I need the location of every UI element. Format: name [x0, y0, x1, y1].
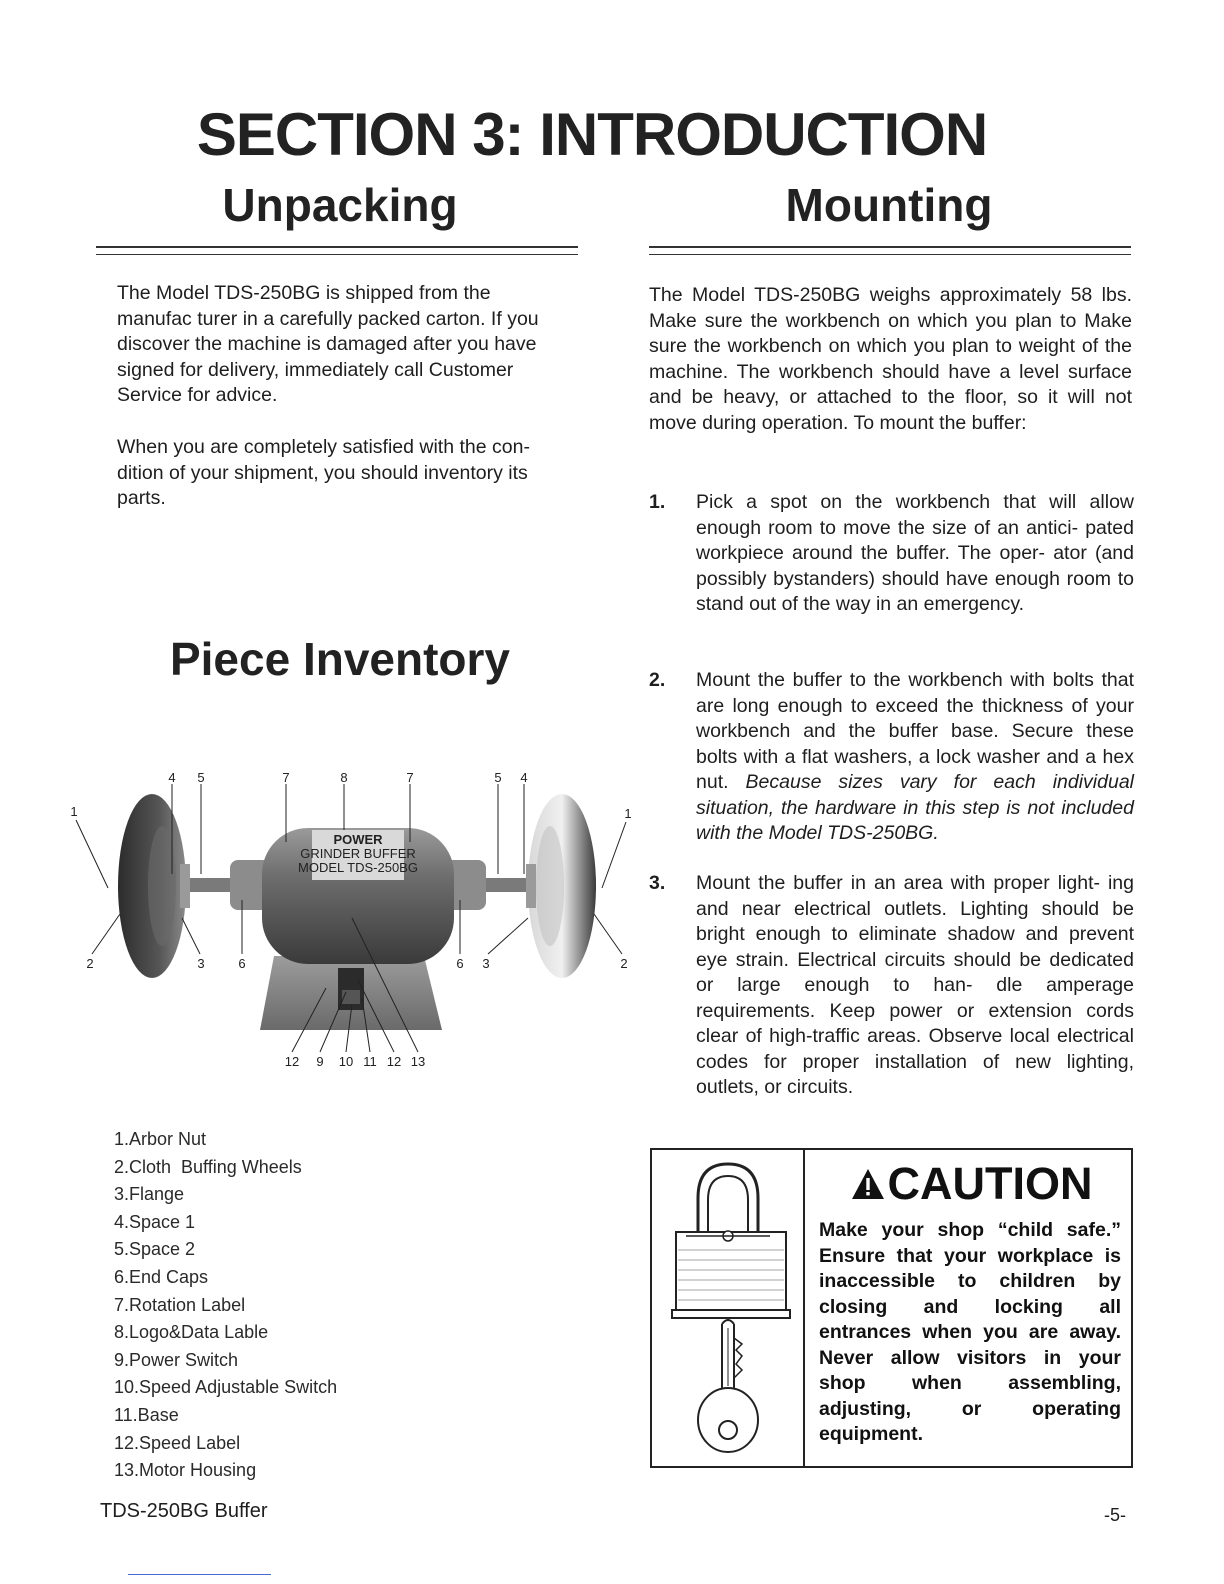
list-item: 8.Logo&Data Lable [114, 1322, 269, 1343]
mounting-heading: Mounting [785, 179, 993, 231]
list-item: 9.Power Switch [114, 1349, 239, 1370]
callout-label: 7 [282, 770, 290, 785]
callout-label: 2 [620, 956, 628, 971]
callout-label: 7 [406, 770, 414, 785]
step-number: 3. [649, 872, 666, 894]
unpacking-heading: Unpacking [222, 179, 458, 231]
list-item: 2.Cloth Buffing Wheels [114, 1156, 302, 1177]
callout-label: 1 [624, 806, 632, 821]
padlock-key-icon [666, 1158, 792, 1458]
callout-label: 9 [316, 1054, 324, 1069]
scan-mark-line [128, 1574, 271, 1575]
list-item: 10.Speed Adjustable Switch [114, 1377, 338, 1398]
caution-text: Make your shop “child safe.” Ensure that your workplace is inaccessible to children by closing and locking all entrances when you are away. Never allow visitors in your shop when assembling, adjusting, or operating equipment. [819, 1219, 1121, 1445]
step-note: Because sizes vary for each individual situation, the hardware in this step is not included with the Model TDS-250BG. [696, 771, 1134, 844]
callout-label: 6 [456, 956, 464, 971]
list-item: 12.Speed Label [114, 1432, 241, 1453]
step-text: Mount the buffer in an area with proper light- ing and near electrical outlets. Lighting should be bright enough to eliminate shadow and prevent eye strain. Electrical circuits should be dedicated or large enough to han- dle amperage requirements. Keep power or extension cords clear of high-traffic areas. Observe local electrical codes for proper installation of new lighting, outlets, or circuits. [696, 872, 1134, 1098]
callout-label: 5 [197, 770, 205, 785]
list-item: 4.Space 1 [114, 1211, 196, 1232]
nameplate-line: MODEL TDS-250BG [298, 860, 418, 875]
callout-label: 3 [482, 956, 490, 971]
callout-label: 10 [338, 1054, 354, 1069]
callout-label: 6 [238, 956, 246, 971]
section-title: SECTION 3: INTRODUCTION [196, 101, 988, 168]
callout-label: 3 [197, 956, 205, 971]
callout-label: 4 [520, 770, 528, 785]
flange-right [526, 864, 536, 908]
list-item: 3.Flange [114, 1184, 185, 1205]
unpacking-paragraph: When you are completely satisfied with the con- dition of your shipment, you should inventory its parts. [117, 436, 530, 509]
list-item: 7.Rotation Label [114, 1294, 246, 1315]
step-text: Pick a spot on the workbench that will allow enough room to move the size of an antici- pated workpiece around the buffer. The oper- ator (and possibly bystanders) should have enough room to stand out of the way in an emergency. [696, 491, 1134, 615]
nameplate-line: GRINDER BUFFER [300, 846, 416, 861]
list-item: 6.End Caps [114, 1266, 209, 1287]
step-number: 2. [649, 669, 666, 691]
list-item: 5.Space 2 [114, 1239, 196, 1260]
footer-model: TDS-250BG Buffer [100, 1500, 268, 1522]
callout-label: 12 [284, 1054, 300, 1069]
callout-label: 12 [386, 1054, 402, 1069]
callout-label: 4 [168, 770, 176, 785]
callout-label: 1 [70, 804, 78, 819]
nameplate-line: POWER [333, 832, 383, 847]
callout-label: 13 [410, 1054, 426, 1069]
callout-label: 2 [86, 956, 94, 971]
list-item: 13.Motor Housing [114, 1460, 257, 1481]
list-item: 1.Arbor Nut [114, 1129, 207, 1149]
piece-inventory-heading: Piece Inventory [169, 633, 511, 685]
mounting-intro: The Model TDS-250BG weighs approximately 58 lbs. Make sure the workbench on which you plan to Make sure the workbench on which you plan to weight of the machine. The workbench should have a level surface and be heavy, or attached to the floor, so it will not move during operation. To mount the buffer: [649, 284, 1132, 434]
buffer-diagram [62, 768, 652, 1088]
callout-label: 8 [340, 770, 348, 785]
step-number: 1. [649, 491, 666, 513]
caution-title [807, 1158, 1135, 1210]
caution-divider [803, 1150, 805, 1466]
page-number: -5- [1104, 1505, 1126, 1525]
inventory-list [114, 1126, 474, 1485]
warning-triangle-icon [850, 1167, 886, 1201]
unpacking-rule [96, 246, 578, 255]
mounting-rule [649, 246, 1131, 255]
unpacking-paragraph: The Model TDS-250BG is shipped from the manufac turer in a carefully packed carton. If you discover the machine is damaged after you have signed for delivery, immediately call Customer Service for advice. [117, 282, 539, 406]
step-body [696, 668, 1134, 847]
caution-title-text: CAUTION [887, 1158, 1093, 1209]
callout-label: 5 [494, 770, 502, 785]
flange-left [180, 864, 190, 908]
caution-box [650, 1148, 1133, 1468]
power-switch-shape [342, 990, 360, 1004]
list-item: 11.Base [114, 1404, 179, 1425]
step-text: Mount the buffer to the workbench with bolts that are long enough to exceed the thickness of your workbench and the buffer base. Secure these bolts with a flat washers, a lock washer and a hex nut. [696, 669, 1134, 793]
callout-label: 11 [363, 1054, 377, 1069]
